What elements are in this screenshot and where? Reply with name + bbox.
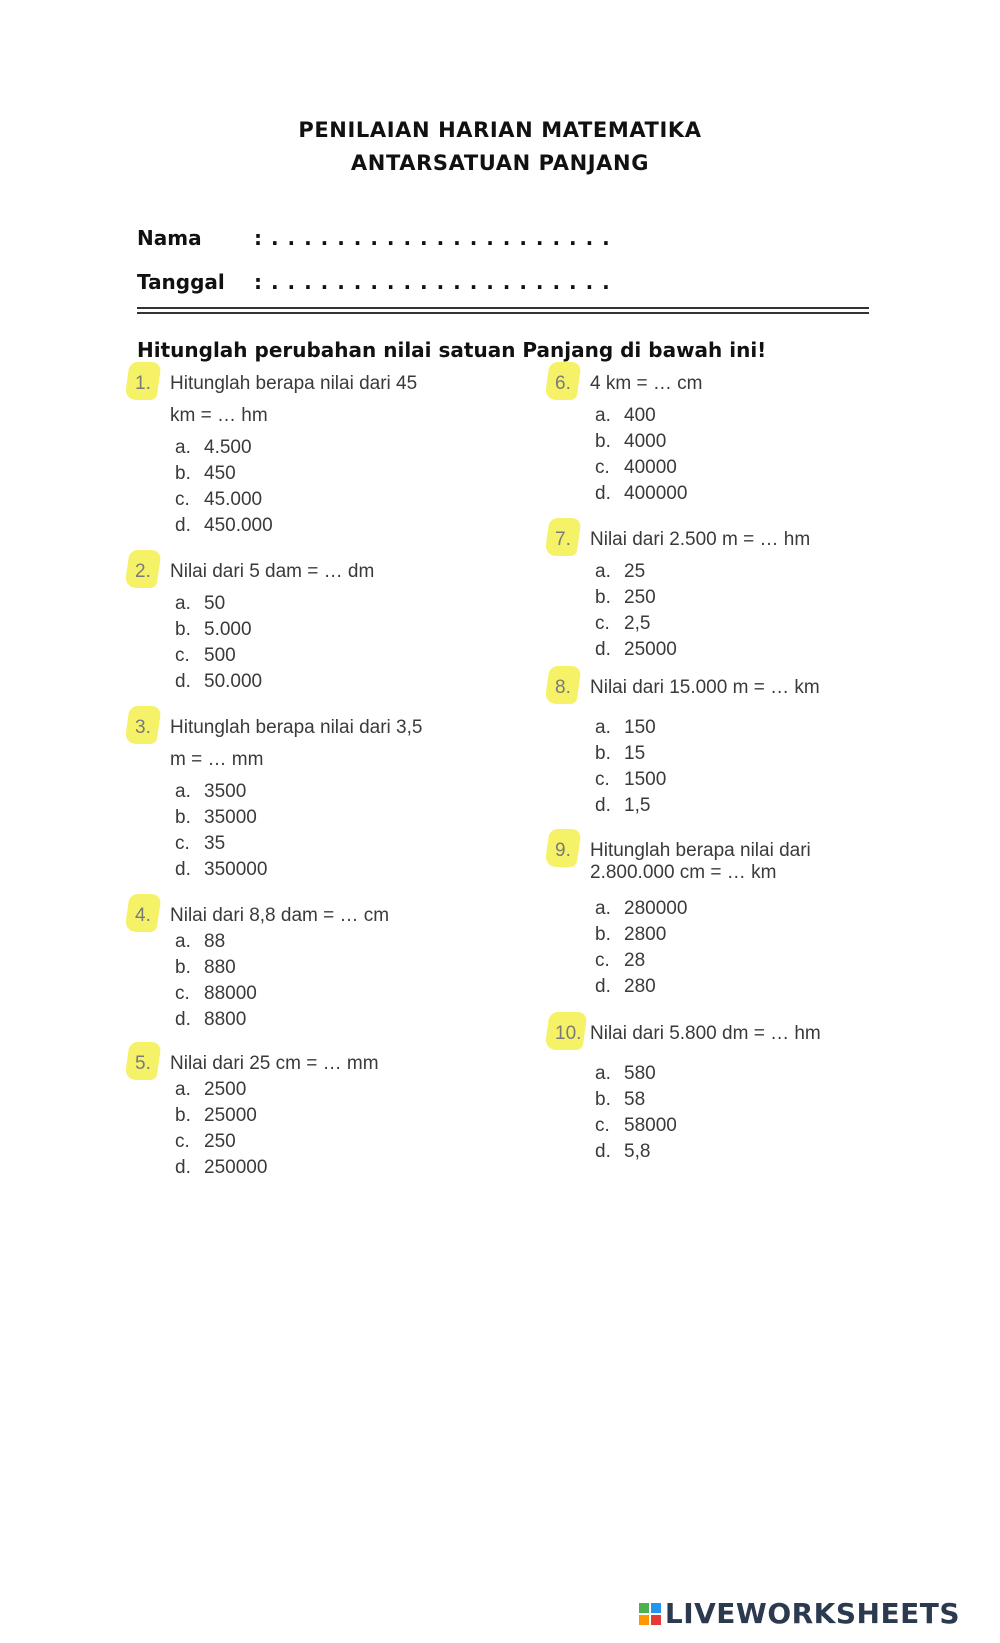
question-text-continued: 2.800.000 cm = … km [590, 862, 777, 883]
option-letter: b. [175, 807, 191, 828]
answer-options [175, 779, 267, 883]
name-label: Nama [137, 226, 202, 250]
question-text-continued: km = … hm [170, 405, 268, 426]
page-subtitle: ANTARSATUAN PANJANG [350, 151, 650, 175]
option-letter: d. [175, 859, 191, 880]
option-value: 88 [204, 931, 226, 952]
option-letter: d. [175, 1009, 191, 1030]
option-letter: d. [595, 1141, 611, 1162]
option-letter: b. [595, 431, 611, 452]
option-letter: a. [595, 898, 611, 919]
option-letter: d. [595, 483, 611, 504]
option-value: 500 [204, 645, 236, 666]
option-letter: a. [175, 931, 191, 952]
option-letter: d. [595, 976, 611, 997]
option-letter: a. [595, 1063, 611, 1084]
brand-name: LIVEWORKSHEETS [664, 1597, 960, 1630]
answer-option[interactable] [595, 403, 687, 429]
option-letter: a. [175, 437, 191, 458]
answer-option[interactable] [175, 1155, 267, 1181]
question-number: 1. [135, 373, 151, 394]
answer-option[interactable] [595, 741, 666, 767]
question-number: 3. [135, 717, 151, 738]
option-letter: d. [595, 639, 611, 660]
answer-option[interactable] [175, 617, 262, 643]
question-number: 2. [135, 561, 151, 582]
answer-option[interactable] [595, 1113, 677, 1139]
question-text: Nilai dari 25 cm = … mm [170, 1053, 379, 1074]
answer-option[interactable] [595, 429, 687, 455]
answer-option[interactable] [175, 643, 262, 669]
answer-option[interactable] [595, 1139, 677, 1165]
option-value: 4.500 [204, 437, 252, 458]
option-letter: a. [175, 593, 191, 614]
option-letter: d. [595, 795, 611, 816]
answer-option[interactable] [595, 559, 677, 585]
option-value: 45.000 [204, 489, 263, 510]
option-letter: c. [175, 1131, 190, 1152]
answer-option[interactable] [175, 805, 267, 831]
option-value: 2800 [624, 924, 667, 945]
option-letter: b. [175, 1105, 191, 1126]
option-value: 450.000 [204, 515, 273, 536]
option-value: 5.000 [204, 619, 252, 640]
option-value: 3500 [204, 781, 247, 802]
option-value: 58000 [624, 1115, 677, 1136]
option-value: 8800 [204, 1009, 247, 1030]
answer-option[interactable] [595, 481, 687, 507]
option-letter: c. [595, 457, 610, 478]
answer-option[interactable] [175, 779, 267, 805]
answer-option[interactable] [175, 831, 267, 857]
answer-options [595, 1061, 677, 1165]
answer-option[interactable] [175, 955, 257, 981]
option-value: 25000 [204, 1105, 257, 1126]
option-letter: b. [595, 587, 611, 608]
date-field[interactable]: : . . . . . . . . . . . . . . . . . . . . . [254, 270, 611, 294]
option-value: 35 [204, 833, 226, 854]
answer-option[interactable] [175, 591, 262, 617]
option-value: 580 [624, 1063, 656, 1084]
option-value: 250 [624, 587, 656, 608]
option-letter: c. [595, 613, 610, 634]
option-letter: b. [595, 743, 611, 764]
answer-option[interactable] [595, 1061, 677, 1087]
option-letter: c. [175, 983, 190, 1004]
option-letter: b. [595, 1089, 611, 1110]
answer-option[interactable] [595, 611, 677, 637]
option-letter: c. [175, 645, 190, 666]
question-number: 8. [555, 677, 571, 698]
question-number: 9. [555, 840, 571, 861]
option-letter: c. [175, 833, 190, 854]
liveworksheets-logo-icon [639, 1603, 661, 1625]
answer-option[interactable] [595, 715, 666, 741]
option-value: 50.000 [204, 671, 263, 692]
question-number: 4. [135, 905, 151, 926]
answer-option[interactable] [595, 974, 687, 1000]
option-value: 15 [624, 743, 646, 764]
option-value: 400 [624, 405, 656, 426]
option-value: 1,5 [624, 795, 651, 816]
option-letter: a. [595, 561, 611, 582]
answer-option[interactable] [595, 793, 666, 819]
answer-option[interactable] [175, 857, 267, 883]
option-value: 250 [204, 1131, 236, 1152]
option-letter: b. [175, 619, 191, 640]
answer-options [595, 403, 687, 507]
option-letter: d. [175, 1157, 191, 1178]
option-letter: c. [175, 489, 190, 510]
name-field[interactable]: : . . . . . . . . . . . . . . . . . . . . . [254, 226, 611, 250]
answer-options [175, 435, 273, 539]
question-text: Nilai dari 5.800 dm = … hm [590, 1023, 821, 1044]
question-number: 7. [555, 529, 571, 550]
answer-option[interactable] [595, 637, 677, 663]
option-value: 350000 [204, 859, 268, 880]
answer-option[interactable] [175, 1007, 257, 1033]
option-letter: a. [595, 717, 611, 738]
question-text: Nilai dari 8,8 dam = … cm [170, 905, 390, 926]
answer-option[interactable] [175, 487, 273, 513]
question-number: 5. [135, 1053, 151, 1074]
answer-option[interactable] [595, 455, 687, 481]
footer-brand [639, 1597, 960, 1630]
option-letter: d. [175, 671, 191, 692]
option-value: 400000 [624, 483, 688, 504]
answer-option[interactable] [175, 513, 273, 539]
answer-options [175, 591, 262, 695]
option-value: 35000 [204, 807, 257, 828]
question-text: Hitunglah berapa nilai dari [590, 840, 811, 861]
divider-bottom [137, 312, 869, 314]
answer-option[interactable] [175, 461, 273, 487]
option-value: 25 [624, 561, 646, 582]
option-value: 150 [624, 717, 656, 738]
option-value: 450 [204, 463, 236, 484]
option-letter: c. [595, 769, 610, 790]
answer-option[interactable] [175, 1077, 267, 1103]
answer-option[interactable] [595, 922, 687, 948]
question-text-continued: m = … mm [170, 749, 264, 770]
option-value: 250000 [204, 1157, 268, 1178]
option-letter: d. [175, 515, 191, 536]
question-text: Hitunglah berapa nilai dari 45 [170, 373, 418, 394]
question-number: 10. [555, 1023, 582, 1044]
date-label: Tanggal [137, 270, 225, 294]
answer-option[interactable] [175, 669, 262, 695]
answer-options [595, 559, 677, 663]
divider-top [137, 307, 869, 309]
answer-option[interactable] [175, 981, 257, 1007]
answer-options [175, 929, 257, 1033]
answer-option[interactable] [175, 929, 257, 955]
option-value: 4000 [624, 431, 667, 452]
answer-option[interactable] [175, 1103, 267, 1129]
answer-option[interactable] [595, 948, 687, 974]
question-number: 6. [555, 373, 571, 394]
option-letter: a. [175, 781, 191, 802]
option-value: 280 [624, 976, 656, 997]
question-text: 4 km = … cm [590, 373, 703, 394]
option-letter: c. [595, 950, 610, 971]
answer-option[interactable] [595, 1087, 677, 1113]
option-value: 5,8 [624, 1141, 651, 1162]
question-text: Nilai dari 15.000 m = … km [590, 677, 820, 698]
answer-options [175, 1077, 267, 1181]
option-value: 1500 [624, 769, 667, 790]
option-value: 40000 [624, 457, 677, 478]
answer-options [595, 896, 687, 1000]
option-value: 88000 [204, 983, 257, 1004]
option-value: 58 [624, 1089, 646, 1110]
question-text: Nilai dari 2.500 m = … hm [590, 529, 811, 550]
option-value: 25000 [624, 639, 677, 660]
option-letter: a. [595, 405, 611, 426]
instruction: Hitunglah perubahan nilai satuan Panjang di bawah ini! [137, 338, 767, 362]
option-letter: a. [175, 1079, 191, 1100]
option-value: 2,5 [624, 613, 651, 634]
question-text: Nilai dari 5 dam = … dm [170, 561, 375, 582]
option-value: 280000 [624, 898, 688, 919]
page-title: PENILAIAN HARIAN MATEMATIKA [298, 118, 702, 142]
answer-option[interactable] [175, 1129, 267, 1155]
option-letter: b. [175, 463, 191, 484]
answer-option[interactable] [595, 767, 666, 793]
option-letter: c. [595, 1115, 610, 1136]
question-text: Hitunglah berapa nilai dari 3,5 [170, 717, 423, 738]
answer-option[interactable] [175, 435, 273, 461]
answer-option[interactable] [595, 585, 677, 611]
option-letter: b. [595, 924, 611, 945]
option-value: 50 [204, 593, 226, 614]
option-value: 28 [624, 950, 646, 971]
option-value: 2500 [204, 1079, 247, 1100]
option-letter: b. [175, 957, 191, 978]
answer-options [595, 715, 666, 819]
option-value: 880 [204, 957, 236, 978]
answer-option[interactable] [595, 896, 687, 922]
